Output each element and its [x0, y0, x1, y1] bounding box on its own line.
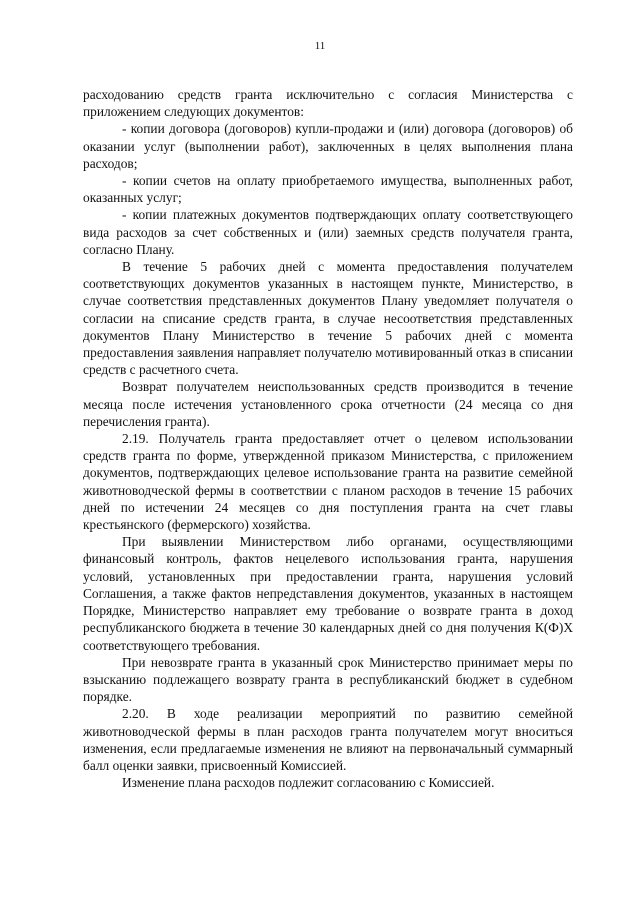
paragraph: 2.19. Получатель гранта предоставляет отчет о целевом использовании средств гранта по форме, утвержденной приказом Министерства, с приложением документов, подтверждающих целевое использование гранта на развитие семейной животноводческой фермы в соответствии с планом расходов в течение 15 рабочих дней по истечении 24 месяцев со дня поступления гранта на счет главы крестьянского (фермерского) хозяйства. — [83, 431, 573, 533]
paragraph: При выявлении Министерством либо органами, осуществляющими финансовый контроль, фактов нецелевого использования гранта, нарушения условий, установленных при предоставлении гранта, нарушения условий Соглашения, а также фактов непредставления документов, указанных в настоящем Порядке, Министерство направляет ему требование о возврате гранта в доход республиканского бюджета в течение 30 календарных дней со дня получения К(Ф)Х соответствующего требования. — [83, 534, 573, 653]
paragraph: - копии договора (договоров) купли-продажи и (или) договора (договоров) об оказании услуг (выполнении работ), заключенных в целях выполнения плана расходов; — [83, 121, 573, 171]
paragraph: Изменение плана расходов подлежит согласованию с Комиссией. — [122, 775, 495, 791]
paragraph: В течение 5 рабочих дней с момента предоставления получателем соответствующих документов указанных в настоящем пункте, Министерство, в случае соответствия представленных документов Плану уведомляет получателя о согласии на списание средств гранта, в случае несоответствия представленных документов Плану Министерство в течение 5 рабочих дней с момента предоставления заявления направляет получателю мотивированный отказ в списании средств с расчетного счета. — [83, 259, 573, 378]
paragraph: расходованию средств гранта исключительно с согласия Министерства с приложением следующих документов: — [83, 87, 573, 120]
paragraph: 2.20. В ходе реализации мероприятий по развитию семейной животноводческой фермы в план расходов гранта получателем могут вноситься изменения, если предлагаемые изменения не влияют на первоначальный суммарный балл оценки заявки, присвоенный Комиссией. — [83, 706, 573, 773]
paragraph: Возврат получателем неиспользованных средств производится в течение месяца после истечения установленного срока отчетности (24 месяца со дня перечисления гранта). — [83, 379, 573, 429]
paragraph: - копии платежных документов подтверждающих оплату соответствующего вида расходов за счет собственных и (или) заемных средств получателя гранта, согласно Плану. — [83, 207, 573, 257]
paragraph: При невозврате гранта в указанный срок Министерство принимает меры по взысканию подлежащего возврату гранта в республиканский бюджет в судебном порядке. — [83, 654, 573, 705]
page-number: 11 — [314, 40, 326, 52]
paragraph: - копии счетов на оплату приобретаемого имущества, выполненных работ, оказанных услуг; — [83, 173, 573, 206]
document-body — [83, 86, 573, 791]
